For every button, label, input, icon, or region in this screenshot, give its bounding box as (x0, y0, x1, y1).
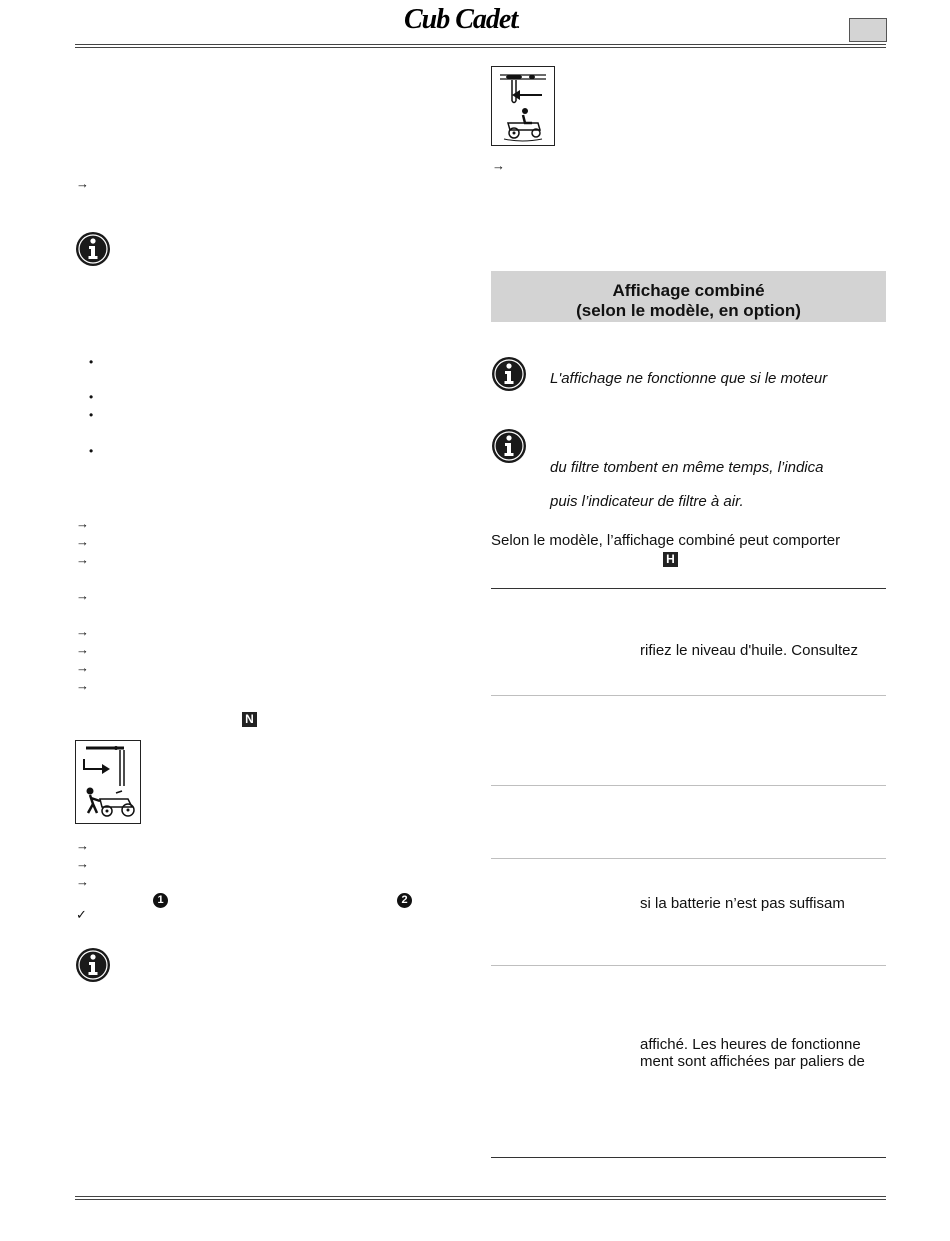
info-icon (75, 947, 111, 983)
table-divider (491, 1157, 886, 1158)
list-bullet: • (89, 408, 94, 422)
list-bullet: • (89, 390, 94, 404)
brand-name: Cub Cadet (404, 4, 518, 35)
callout-number-1: 1 (153, 893, 168, 908)
step-arrow-icon: → (76, 552, 89, 567)
step-arrow-icon: → (492, 158, 505, 173)
step-arrow-icon: → (76, 624, 89, 639)
step-arrow-icon: → (76, 176, 89, 191)
list-bullet: • (89, 355, 94, 369)
push-tractor-pictogram-icon (75, 740, 141, 824)
neutral-badge: N (242, 712, 257, 727)
step-arrow-icon: → (76, 516, 89, 531)
section-subtitle: (selon le modèle, en option) (576, 301, 801, 320)
step-arrow-icon: → (76, 838, 89, 853)
language-tab (849, 18, 887, 42)
figure-h-badge: H (663, 552, 678, 567)
section-header (491, 271, 886, 322)
step-arrow-icon: → (76, 660, 89, 675)
info-icon (491, 356, 527, 392)
section-title: Affichage combiné (612, 281, 765, 300)
battery-text: si la batterie n’est pas suffisam (640, 895, 845, 912)
cub-cadet-logo (404, 4, 579, 36)
table-divider (491, 695, 886, 696)
footer-rule (75, 1196, 886, 1200)
oil-level-text: rifiez le niveau d'huile. Consultez (640, 642, 858, 659)
header-rule (75, 44, 886, 48)
note-filter-line1: du filtre tombent en même temps, l’indica (550, 459, 824, 476)
combined-display-intro: Selon le modèle, l’affichage combiné peut comporter (491, 532, 841, 549)
step-arrow-icon: → (76, 856, 89, 871)
check-icon: ✓ (76, 907, 87, 922)
table-divider (491, 588, 886, 589)
brand-mark: . (517, 17, 520, 31)
step-arrow-icon: → (76, 642, 89, 657)
note-filter-line2: puis l’indicateur de filtre à air. (550, 493, 744, 510)
table-divider (491, 965, 886, 966)
info-icon (491, 428, 527, 464)
step-arrow-icon: → (76, 678, 89, 693)
step-arrow-icon: → (76, 588, 89, 603)
hours-text-line2: ment sont affichées par paliers de (640, 1053, 865, 1070)
callout-number-2: 2 (397, 893, 412, 908)
info-icon (75, 231, 111, 267)
tractor-lever-pictogram-icon (491, 66, 555, 146)
hours-text-line1: affiché. Les heures de fonctionne (640, 1036, 861, 1053)
step-arrow-icon: → (76, 534, 89, 549)
table-divider (491, 785, 886, 786)
step-arrow-icon: → (76, 874, 89, 889)
list-bullet: • (89, 444, 94, 458)
table-divider (491, 858, 886, 859)
note-engine-running: L'affichage ne fonctionne que si le moteur (550, 370, 828, 387)
